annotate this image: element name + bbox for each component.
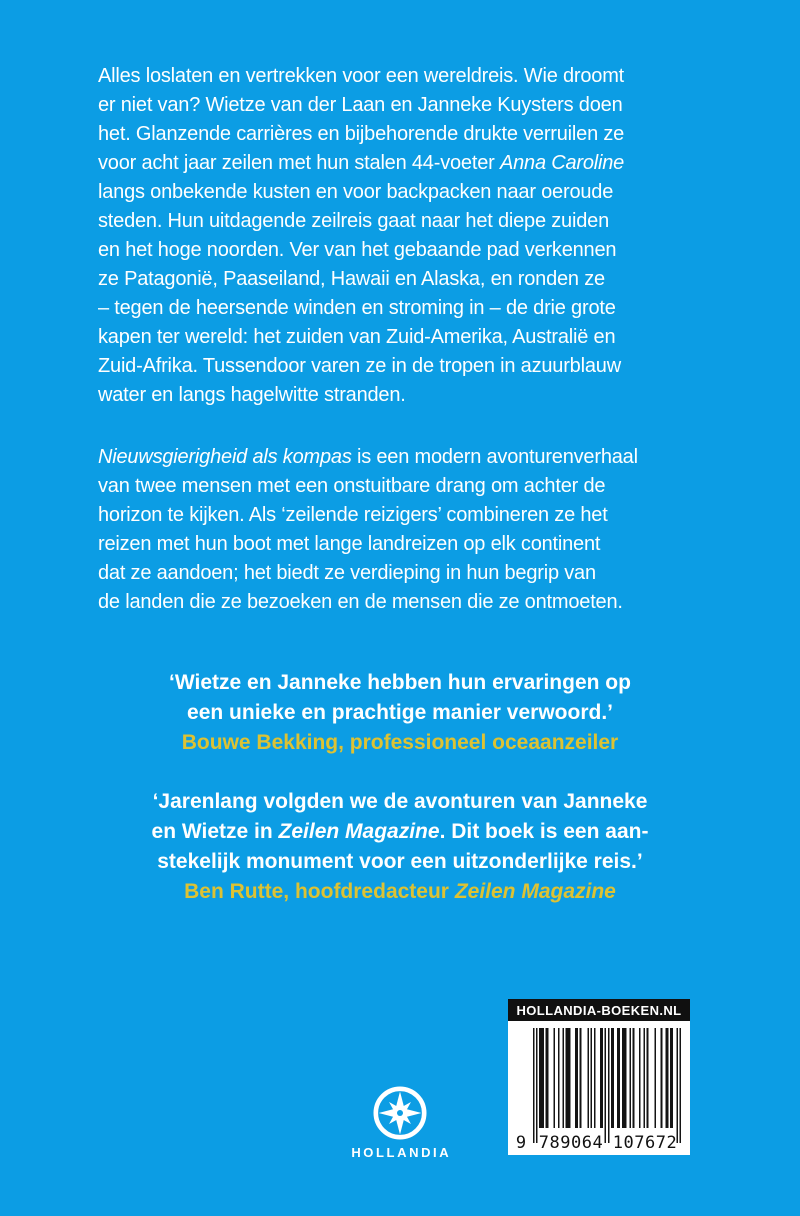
- barcode-digit-lead: 9: [515, 1133, 527, 1153]
- quote-block-bekking: [0, 668, 800, 758]
- barcode-digits: [508, 1134, 690, 1153]
- quote-block-rutte: [0, 787, 800, 907]
- barcode-body: [508, 1021, 690, 1155]
- blurb-paragraph-2: Nieuwsgierigheid als kompas is een modern avonturenverhaal van twee mensen met een onstuitbare drang om achter de horizon te kijken. Als ‘zeilende reizigers’ combineren ze het reizen met hun boot met lange landreizen op elk continent dat ze aandoen; het biedt ze verdieping in hun begrip van de landen die ze bezoeken en de mensen die ze ontmoeten.: [98, 446, 638, 613]
- publisher-logo: [330, 1084, 470, 1160]
- barcode-header: HOLLANDIA-BOEKEN.NL: [508, 999, 690, 1021]
- barcode-panel: [508, 999, 690, 1155]
- quote-attribution: Bouwe Bekking, professioneel oceaanzeiler: [181, 731, 619, 754]
- compass-rose-icon: [371, 1084, 429, 1142]
- barcode-digits-left: 789064: [538, 1133, 604, 1153]
- quote-text: ‘Jarenlang volgden we de avonturen van Janneke en Wietze in Zeilen Magazine. Dit boek is een aan- stekelijk monument voor een uitzonderlijke reis.’: [151, 790, 649, 873]
- blurb-paragraph-1: Alles loslaten en vertrekken voor een wereldreis. Wie droomt er niet van? Wietze van der Laan en Janneke Kuysters doen het. Glanzende carrières en bijbehorende drukte verruilen ze voor acht jaar zeilen met hun stalen 44-voeter Anna Caroline langs onbekende kusten en voor backpacken naar oeroude steden. Hun uitdagende zeilreis gaat naar het diepe zuiden en het hoge noorden. Ver van het gebaande pad verkennen ze Patagonië, Paaseiland, Hawaii en Alaska, en ronden ze – tegen de heersende winden en stroming in – de drie grote kapen ter wereld: het zuiden van Zuid-Amerika, Australië en Zuid-Afrika. Tussendoor varen ze in de tropen in azuurblauw water en langs hagelwitte stranden.: [98, 65, 625, 406]
- ean-barcode-icon: [533, 1028, 681, 1143]
- publisher-name: HOLLANDIA: [351, 1145, 452, 1160]
- quote-attribution: Ben Rutte, hoofdredacteur Zeilen Magazine: [184, 880, 616, 903]
- quote-text: ‘Wietze en Janneke hebben hun ervaringen op een unieke en prachtige manier verwoord.’: [169, 671, 631, 724]
- barcode-digits-right: 107672: [612, 1133, 678, 1153]
